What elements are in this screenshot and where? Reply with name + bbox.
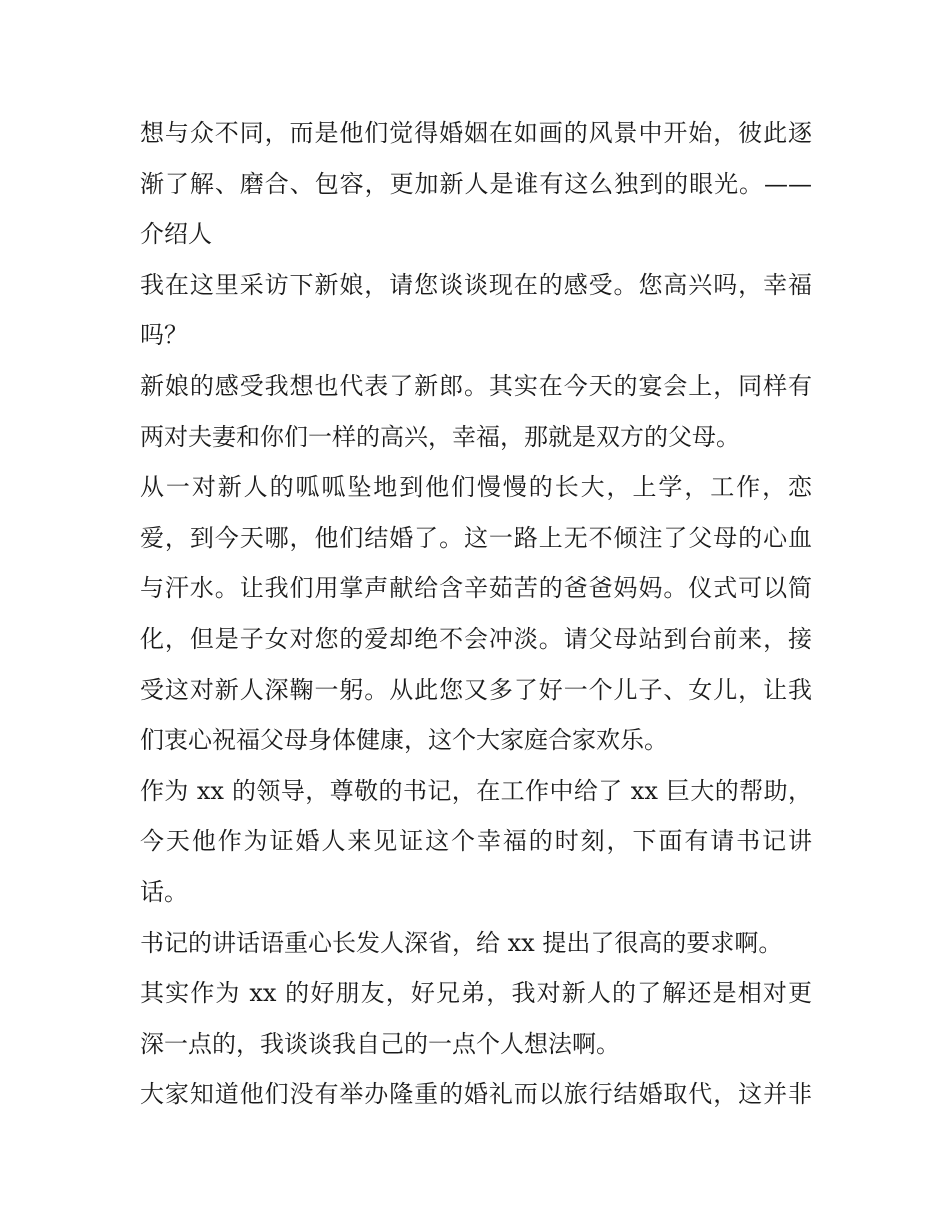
text-line: 从一对新人的呱呱坠地到他们慢慢的长大，上学，工作，恋	[140, 473, 812, 502]
text-line: 与汗水。让我们用掌声献给含辛茹苦的爸爸妈妈。仪式可以简	[140, 574, 812, 603]
paragraph-travel-wedding	[140, 1069, 812, 1120]
text-line: 作为 xx 的领导，尊敬的书记，在工作中给了 xx 巨大的帮助，	[140, 776, 812, 805]
paragraph-friend-remarks	[140, 918, 812, 1070]
text-line: 我在这里采访下新娘，请您谈谈现在的感受。您高兴吗，幸福	[140, 270, 812, 299]
text-line: 介绍人	[140, 220, 212, 249]
text-line: 今天他作为证婚人来见证这个幸福的时刻，下面有请书记讲	[140, 827, 812, 856]
paragraph-bride-feelings	[140, 361, 812, 462]
paragraph-parents-tribute	[140, 462, 812, 766]
paragraph-intro-closing	[140, 108, 812, 260]
text-line: 话。	[140, 877, 188, 906]
text-line: 受这对新人深鞠一躬。从此您又多了好一个儿子、女儿，让我	[140, 675, 812, 704]
text-line: 书记的讲话语重心长发人深省，给 xx 提出了很高的要求啊。	[140, 928, 783, 957]
text-line: 吗？	[140, 321, 188, 350]
text-line: 们衷心祝福父母身体健康，这个大家庭合家欢乐。	[140, 726, 668, 755]
text-line: 两对夫妻和你们一样的高兴，幸福，那就是双方的父母。	[140, 422, 740, 451]
text-line: 深一点的，我谈谈我自己的一点个人想法啊。	[140, 1029, 620, 1058]
text-line: 大家知道他们没有举办隆重的婚礼而以旅行结婚取代，这并非	[140, 1080, 812, 1109]
text-line: 化，但是子女对您的爱却绝不会冲淡。请父母站到台前来，接	[140, 624, 812, 653]
paragraph-secretary-intro	[140, 766, 812, 918]
text-line: 渐了解、磨合、包容，更加新人是谁有这么独到的眼光。——	[140, 169, 812, 198]
text-line: 想与众不同，而是他们觉得婚姻在如画的风景中开始，彼此逐	[140, 119, 812, 147]
document-page	[140, 108, 812, 1120]
paragraph-interview-bride	[140, 260, 812, 361]
text-line: 其实作为 xx 的好朋友，好兄弟，我对新人的了解还是相对更	[140, 979, 812, 1008]
text-line: 爱，到今天哪，他们结婚了。这一路上无不倾注了父母的心血	[140, 523, 812, 552]
text-line: 新娘的感受我想也代表了新郎。其实在今天的宴会上，同样有	[140, 371, 812, 400]
